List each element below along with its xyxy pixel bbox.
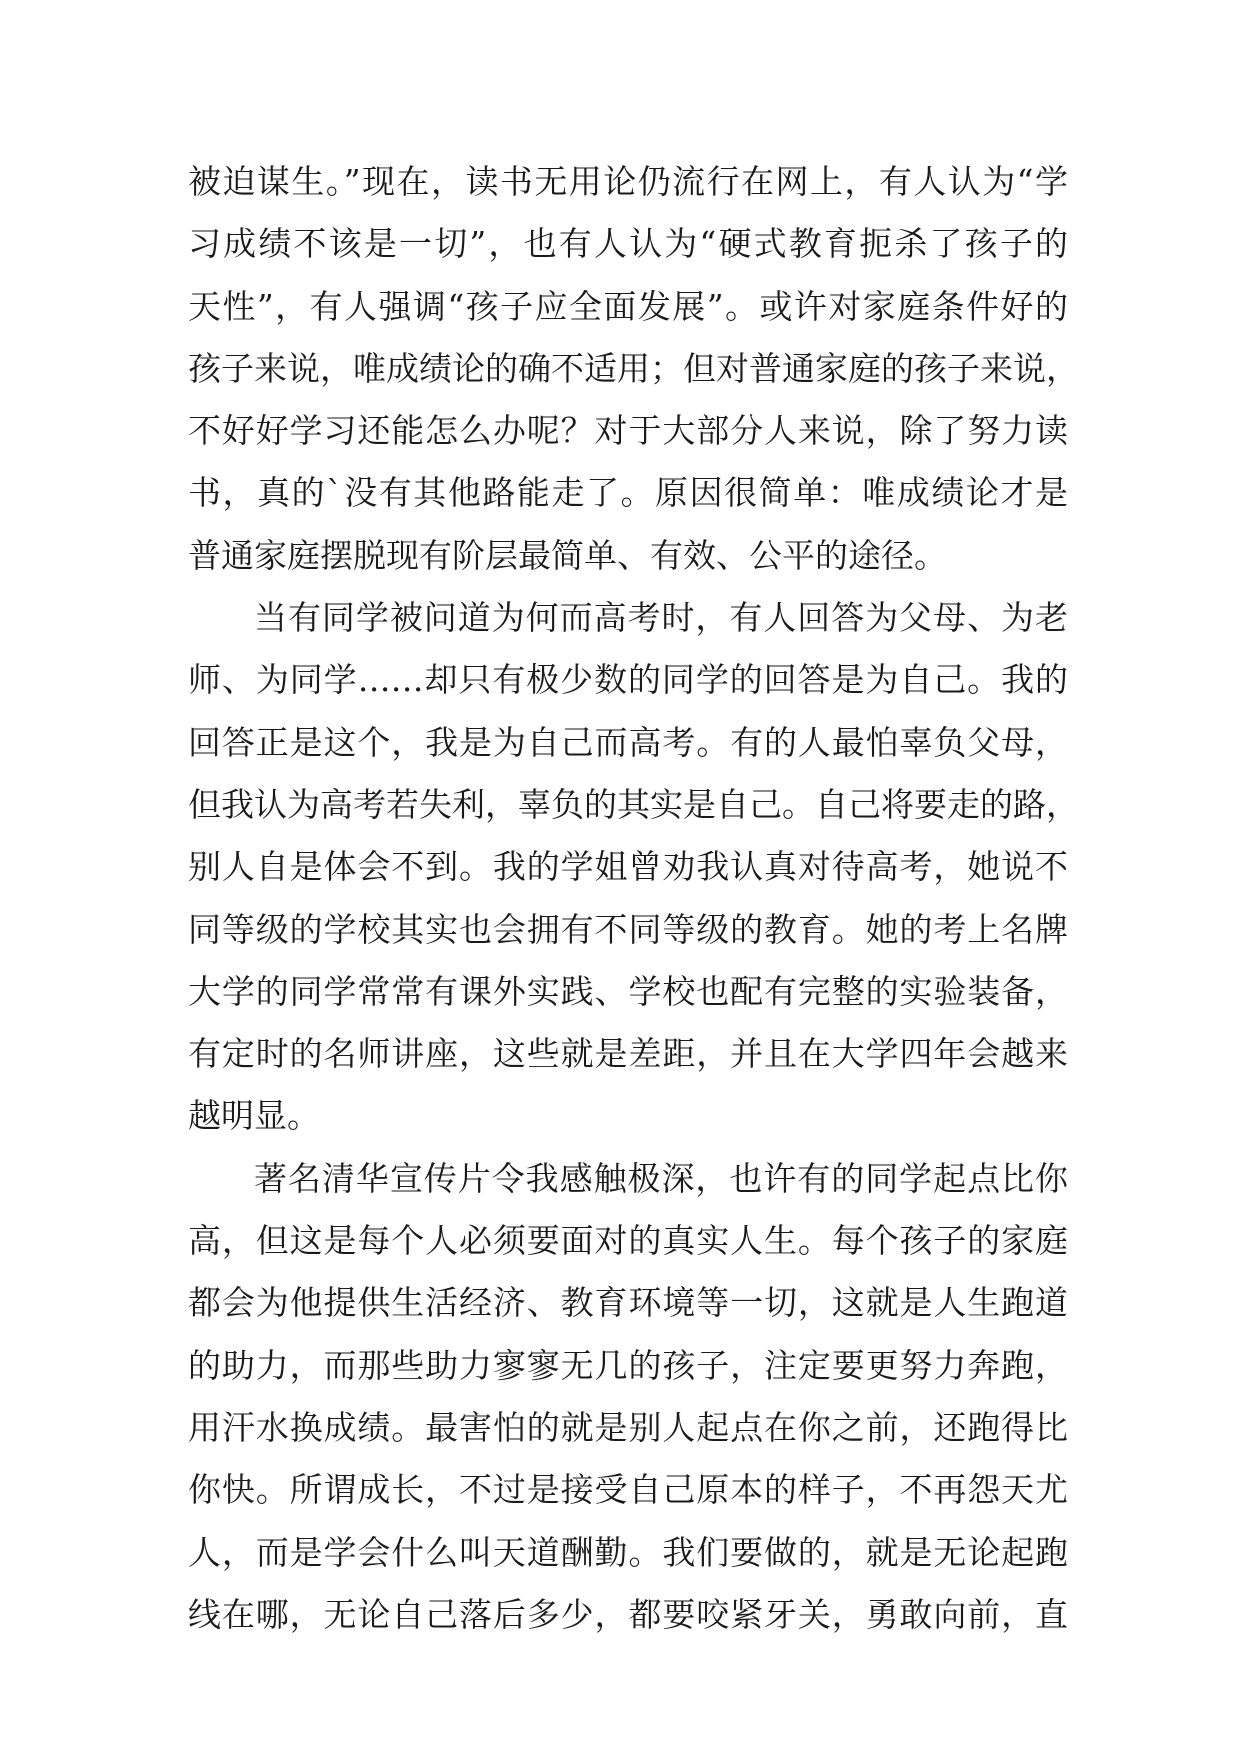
text-line: 的助力，而那些助力寥寥无几的孩子，注定要更努力奔跑，: [188, 1345, 1068, 1385]
text-line: 都会为他提供生活经济、教育环境等一切，这就是人生跑道: [188, 1283, 1068, 1323]
text-line: 高，但这是每个人必须要面对的真实人生。每个孩子的家庭: [188, 1221, 1068, 1261]
text-line: 越明显。: [188, 1096, 320, 1136]
text-line: 有定时的名师讲座，这些就是差距，并且在大学四年会越来: [188, 1034, 1068, 1074]
text-line: 同等级的学校其实也会拥有不同等级的教育。她的考上名牌: [188, 909, 1068, 949]
text-line: 人，而是学会什么叫天道酬勤。我们要做的，就是无论起跑: [188, 1532, 1068, 1572]
text-line: 不好好学习还能怎么办呢？对于大部分人来说，除了努力读: [188, 411, 1068, 451]
text-line: 被迫谋生。”现在，读书无用论仍流行在网上，有人认为“学: [188, 162, 1068, 201]
text-line: 但我认为高考若失利，辜负的其实是自己。自己将要走的路，: [188, 784, 1079, 824]
text-line: 著名清华宣传片令我感触极深，也许有的同学起点比你: [254, 1158, 1068, 1198]
body-text: [188, 151, 1079, 1646]
text-line: 回答正是这个，我是为自己而高考。有的人最怕辜负父母，: [188, 722, 1068, 762]
text-line: 天性”，有人强调“孩子应全面发展”。或许对家庭条件好的: [188, 286, 1068, 326]
text-line: 大学的同学常常有课外实践、学校也配有完整的实验装备，: [188, 971, 1068, 1011]
text-line: 当有同学被问道为何而高考时，有人回答为父母、为老: [254, 598, 1068, 638]
text-line: 书，真的`没有其他路能走了。原因很简单：唯成绩论才是: [188, 473, 1068, 513]
text-line: 别人自是体会不到。我的学姐曾劝我认真对待高考，她说不: [188, 847, 1068, 887]
text-line: 师、为同学……却只有极少数的同学的回答是为自己。我的: [188, 660, 1068, 700]
text-line: 你快。所谓成长，不过是接受自己原本的样子，不再怨天尤: [188, 1470, 1068, 1510]
text-line: 习成绩不该是一切”，也有人认为“硬式教育扼杀了孩子的: [188, 224, 1068, 264]
text-line: 线在哪，无论自己落后多少，都要咬紧牙关，勇敢向前，直: [188, 1594, 1068, 1634]
text-line: 孩子来说，唯成绩论的确不适用；但对普通家庭的孩子来说，: [188, 348, 1079, 388]
text-line: 用汗水换成绩。最害怕的就是别人起点在你之前，还跑得比: [188, 1407, 1068, 1447]
text-line: 普通家庭摆脱现有阶层最简单、有效、公平的途径。: [188, 535, 947, 575]
